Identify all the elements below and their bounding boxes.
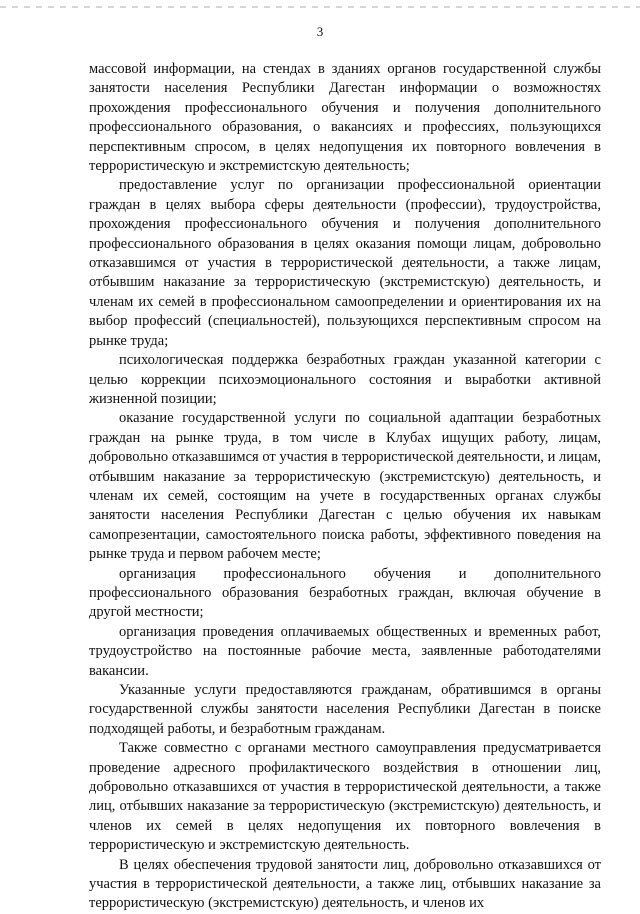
paragraph-8: Также совместно с органами местного самоуправления предусматривается проведение адресного профилактического воздействия в отношении лиц, добровольно отказавшихся от участия в террористической деятельности, а также лиц, отбывших наказание за террористическую (экстремистскую) деятельность, и членов их семей в целях недопущения их повторного вовлечения в террористическую и экстремистскую деятельность. (89, 740, 601, 854)
paragraph-5: организация профессионального обучения и дополнительного профессионального образования безработных граждан, включая обучение в другой местности; (89, 565, 601, 621)
paragraph-7: Указанные услуги предоставляются гражданам, обратившимся в органы государственной службы занятости населения Республики Дагестан в поиске подходящей работы, и безработным гражданам. (89, 682, 601, 737)
paragraph-3: психологическая поддержка безработных граждан указанной категории с целью коррекции психоэмоционального состояния и выработки активной жизненной позиции; (89, 352, 601, 407)
paragraph-1: массовой информации, на стендах в зданиях органов государственной службы занятости населения Республики Дагестан информации о возможностях прохождения профессионального обучения и получения дополнительного профессионального образования, о вакансиях и профессиях, пользующихся перспективным спросом, в целях недопущения их повторного вовлечения в террористическую и экстремистскую деятельность; (89, 61, 601, 175)
paragraph-2: предоставление услуг по организации профессиональной ориентации граждан в целях выбора сферы деятельности (профессии), трудоустройства, прохождения профессионального обучения и получения дополнительного профессионального образования в целях оказания помощи лицам, добровольно отказавшимся от участия в террористической деятельности, а также лицам, отбывшим наказание за террористическую (экстремистскую) деятельность, и членам их семей в профессиональном самоопределении и ориентирования их на выбор профессий (специальностей), пользующихся перспективным спросом на рынке труда; (89, 177, 601, 349)
scan-edge-artifact (0, 6, 640, 8)
document-body (89, 60, 601, 914)
paragraph-4: оказание государственной услуги по социальной адаптации безработных граждан на рынке труда, в том числе в Клубах ищущих работу, лицам, добровольно отказавшимся от участия в террористической деятельности, и лицам, отбывшим наказание за террористическую (экстремистскую) деятельность, и членам их семей, состоящим на учете в государственных органах службы занятости населения Республики Дагестан с целью обучения их навыкам самопрезентации, самостоятельного поиска работы, эффективного поведения на рынке труда и первом рабочем месте; (89, 410, 601, 563)
page-number: 3 (316, 24, 324, 39)
paragraph-6: организация проведения оплачиваемых общественных и временных работ, трудоустройство на постоянные рабочие места, заявленные работодателями вакансии. (89, 623, 601, 679)
paragraph-9: В целях обеспечения трудовой занятости лиц, добровольно отказавшихся от участия в террористической деятельности, а также лиц, отбывших наказание за террористическую (экстремистскую) деятельность, и членов их (89, 856, 601, 912)
